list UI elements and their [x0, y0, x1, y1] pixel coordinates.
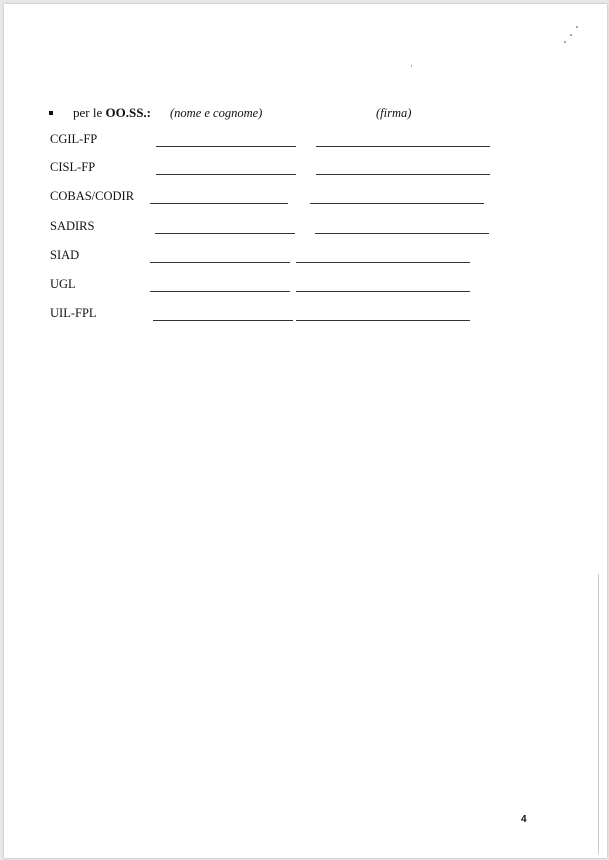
signatory-row: [4, 132, 607, 152]
signatory-row: [4, 219, 607, 239]
signatory-row: [4, 160, 607, 180]
name-signature-line: [150, 291, 290, 292]
signatory-row: [4, 189, 607, 209]
union-name: UIL-FPL: [50, 306, 97, 320]
union-name: SIAD: [50, 248, 80, 262]
scan-speck: [411, 65, 412, 67]
union-name: CGIL-FP: [50, 132, 98, 146]
page-number: 4: [521, 814, 527, 825]
intro-prefix: per le: [73, 105, 106, 120]
union-name: UGL: [50, 277, 76, 291]
signature-line: [316, 174, 490, 175]
column-label-name: (nome e cognome): [170, 106, 263, 120]
scan-speck: [576, 26, 578, 28]
name-signature-line: [150, 262, 290, 263]
bullet-icon: [49, 111, 53, 115]
signatory-row: [4, 306, 607, 326]
signature-line: [310, 203, 484, 204]
name-signature-line: [153, 320, 293, 321]
union-name: SADIRS: [50, 219, 95, 233]
signature-line: [316, 146, 490, 147]
name-signature-line: [155, 233, 295, 234]
name-signature-line: [156, 174, 296, 175]
name-signature-line: [156, 146, 296, 147]
intro-label: [73, 105, 151, 121]
signatory-row: [4, 248, 607, 268]
scan-speck: [570, 34, 572, 36]
intro-organization: OO.SS.:: [105, 105, 151, 120]
signature-line: [296, 262, 470, 263]
signature-line: [296, 291, 470, 292]
union-name: CISL-FP: [50, 160, 96, 174]
column-label-signature: (firma): [376, 106, 412, 120]
signature-line: [315, 233, 489, 234]
document-page: [4, 4, 607, 858]
scan-edge-shadow: [598, 574, 599, 854]
name-signature-line: [150, 203, 288, 204]
union-name: COBAS/CODIR: [50, 189, 135, 203]
signatory-row: [4, 277, 607, 297]
signatories-header: [4, 105, 607, 123]
scan-speck: [564, 41, 566, 43]
signature-line: [296, 320, 470, 321]
